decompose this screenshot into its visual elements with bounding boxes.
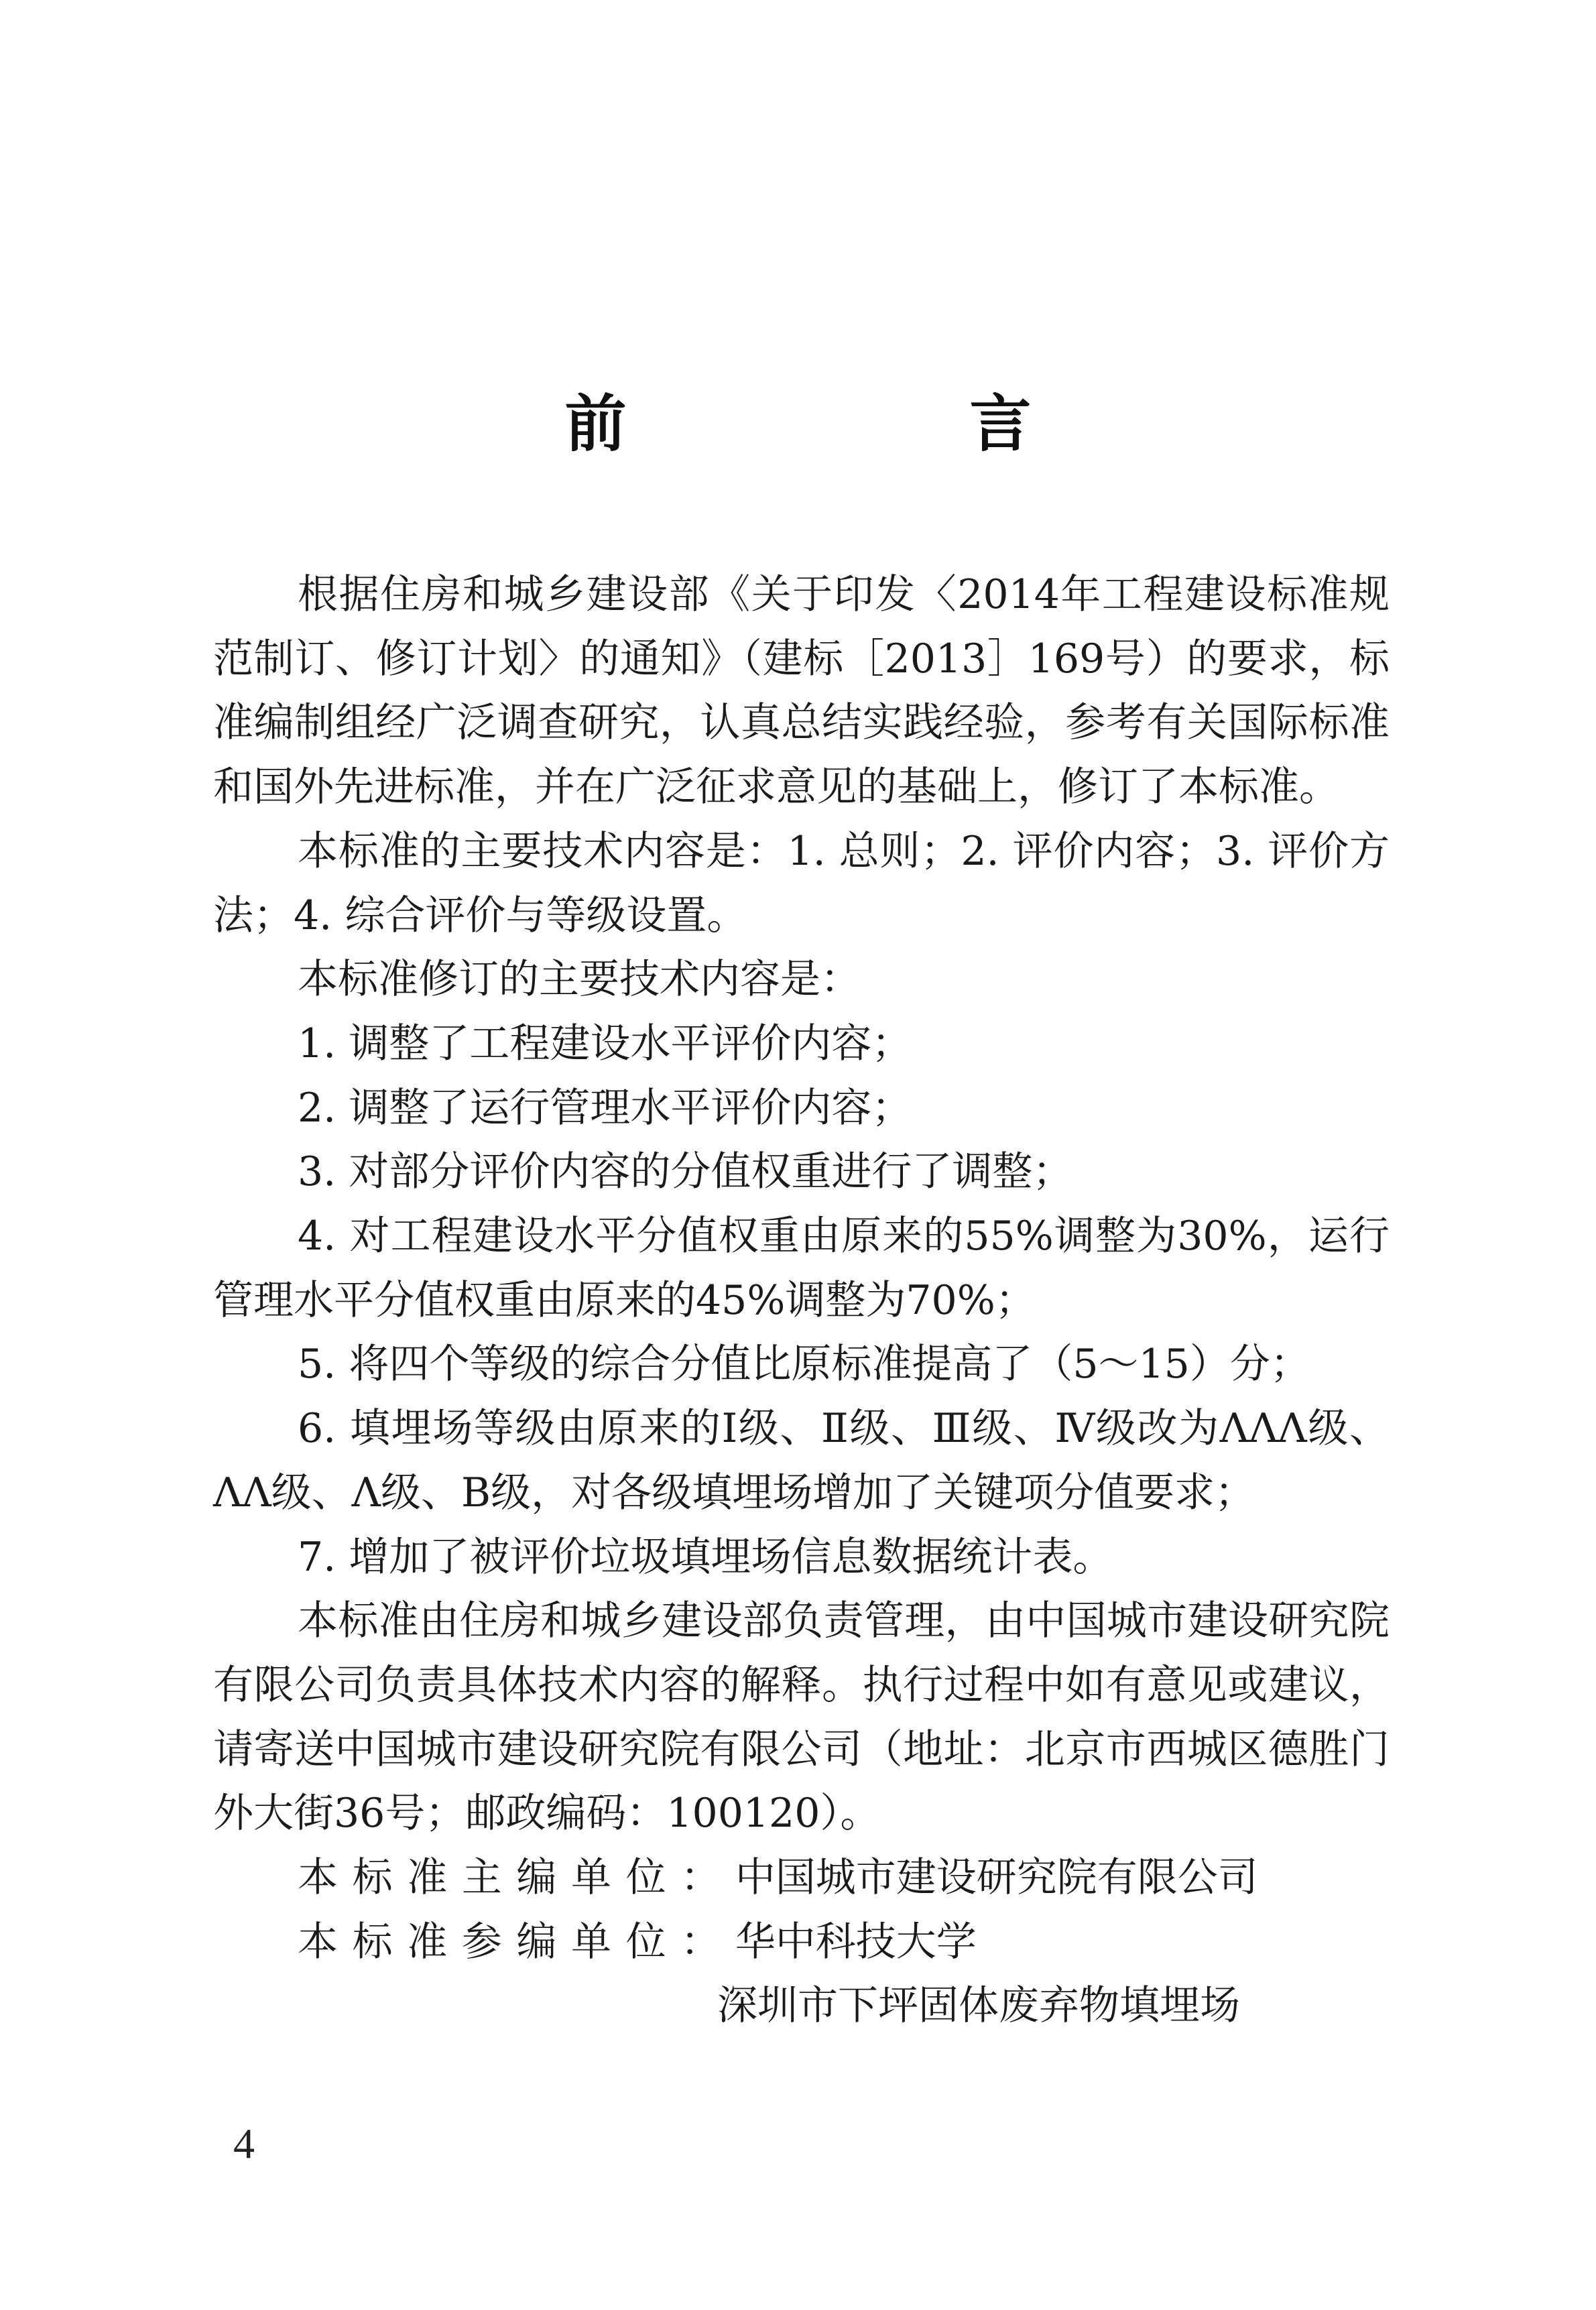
list-item: 5. 将四个等级的综合分值比原标准提高了（5～15）分；: [298, 1341, 1310, 1388]
list-item: 3. 对部分评价内容的分值权重进行了调整；: [298, 1148, 1073, 1196]
list-item: 2. 调整了运行管理水平评价内容；: [298, 1084, 912, 1132]
chief-unit-value: 中国城市建设研究院有限公司: [735, 1854, 1258, 1902]
participant-unit-label: 本标准参编单位：: [298, 1918, 735, 1965]
page-number: 4: [233, 2120, 255, 2167]
chief-unit-label: 本标准主编单位：: [298, 1854, 735, 1902]
chief-unit-line: [213, 1846, 1390, 1910]
participant-unit-value: 华中科技大学: [735, 1918, 977, 1965]
list-item: 7. 增加了被评价垃圾填埋场信息数据统计表。: [298, 1533, 1113, 1581]
paragraph-management: 本标准由住房和城乡建设部负责管理，由中国城市建设研究院有限公司负责具体技术内容的解释。执行过程中如有意见或建议，请寄送中国城市建设研究院有限公司（地址：北京市西城区德胜门外大街36号；邮政编码：100120）。: [213, 1597, 1390, 1837]
list-item: 6. 填埋场等级由原来的Ⅰ级、Ⅱ级、Ⅲ级、Ⅳ级改为ΛΛΛ级、ΛΛ级、Λ级、B级，对各级填埋场增加了关键项分值要求；: [213, 1405, 1390, 1516]
list-item: 1. 调整了工程建设水平评价内容；: [298, 1020, 912, 1067]
paragraph-revision-intro: 本标准修订的主要技术内容是：: [298, 956, 861, 1004]
participant-unit-value: 深圳市下坪固体废弃物填埋场: [717, 1982, 1240, 2030]
paragraph-main-content: 本标准的主要技术内容是：1. 总则；2. 评价内容；3. 评价方法；4. 综合评价与等级设置。: [213, 827, 1390, 939]
participant-unit-line: [213, 1910, 1390, 1975]
preface-body: [213, 563, 1390, 2039]
paragraph-revision-basis: 根据住房和城乡建设部《关于印发〈2014年工程建设标准规范制订、修订计划〉的通知》（建标［2013］169号）的要求，标准编制组经广泛调查研究，认真总结实践经验，参考有关国际标准和国外先进标准，并在广泛征求意见的基础上，修订了本标准。: [213, 571, 1390, 811]
page-title: 前 言: [564, 388, 1172, 460]
list-item: 4. 对工程建设水平分值权重由原来的55%调整为30%，运行管理水平分值权重由原来的45%调整为70%；: [213, 1213, 1390, 1324]
